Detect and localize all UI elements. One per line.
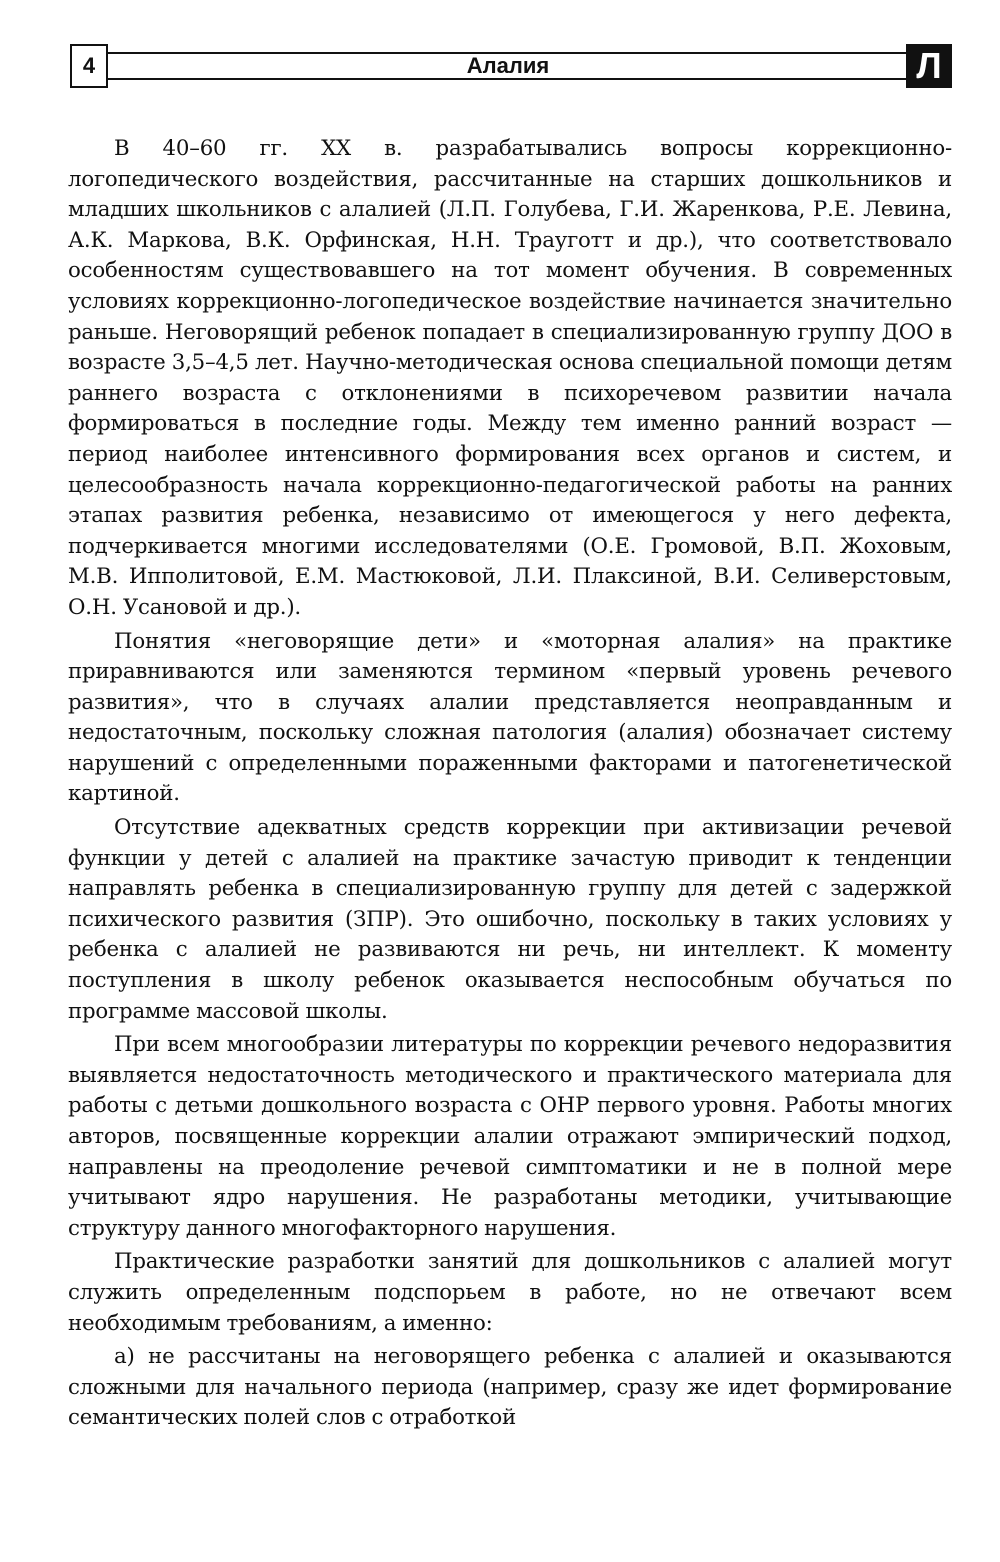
paragraph: Практические разработки занятий для дошкольников с алалией могут служить определенным подспорьем в работе, но не отвечают всем необходимым требованиям, а именно: xyxy=(68,1249,952,1336)
running-title: Алалия xyxy=(466,53,550,78)
header-rule-bottom xyxy=(108,78,908,80)
page-number: 4 xyxy=(70,44,108,88)
running-header xyxy=(70,44,950,88)
page-body xyxy=(68,134,952,1434)
paragraph: При всем многообразии литературы по коррекции речевого недоразвития выявляется недостаточность методического и практического материала для работы с детьми дошкольного возраста с ОНР первого уровня. Работы многих авторов, посвященные коррекции алалии отражают эмпирический подход, направлены на преодоление речевой симптоматики и не в полной мере учитывают ядро нарушения. Не разработаны методики, учитывающие структуру данного многофакторного нарушения. xyxy=(68,1032,952,1241)
paragraph: В 40–60 гг. XX в. разрабатывались вопросы коррекционно-логопедического воздействия, рассчитанные на старших дошкольников и младших школьников с алалией (Л.П. Голубева, Г.И. Жаренкова, Р.Е. Левина, А.К. Маркова, В.К. Орфинская, Н.Н. Трауготт и др.), что соответствовало особенностям существовавшего на тот момент обучения. В современных условиях коррекционно-логопедическое воздействие начинается значительно раньше. Неговорящий ребенок попадает в специализированную группу ДОО в возрасте 3,5–4,5 лет. Научно-методическая основа специальной помощи детям раннего возраста с отклонениями в психоречевом развитии начала формироваться в последние годы. Между тем именно ранний возраст — период наиболее интенсивного формирования всех органов и систем, и целесообразность начала коррекционно-педагогической работы на ранних этапах развития ребенка, независимо от имеющегося у него дефекта, подчеркивается многими исследователями (О.Е. Громовой, В.П. Жоховым, М.В. Ипполитовой, Е.М. Мастюковой, Л.И. Плаксиной, В.И. Селиверстовым, О.Н. Усановой и др.). xyxy=(68,136,952,620)
paragraph: а) не рассчитаны на неговорящего ребенка с алалией и оказываются сложными для начального периода (например, сразу же идет формирование семантических полей слов с отработкой xyxy=(68,1344,952,1431)
paragraph: Отсутствие адекватных средств коррекции при активизации речевой функции у детей с алалией на практике зачастую приводит к тенденции направлять ребенка в специализированную группу для детей с задержкой психического развития (ЗПР). Это ошибочно, поскольку в таких условиях у ребенка с алалией не развиваются ни речь, ни интеллект. К моменту поступления в школу ребенок оказывается неспособным обучаться по программе массовой школы. xyxy=(68,815,952,1024)
paragraph: Понятия «неговорящие дети» и «моторная алалия» на практике приравниваются или заменяются термином «первый уровень речевого развития», что в случаях алалии представляется неоправданным и недостаточным, поскольку сложная патология (алалия) обозначает систему нарушений с определенными пораженными факторами и патогенетической картиной. xyxy=(68,628,952,807)
section-letter-tab: Л xyxy=(906,44,952,88)
